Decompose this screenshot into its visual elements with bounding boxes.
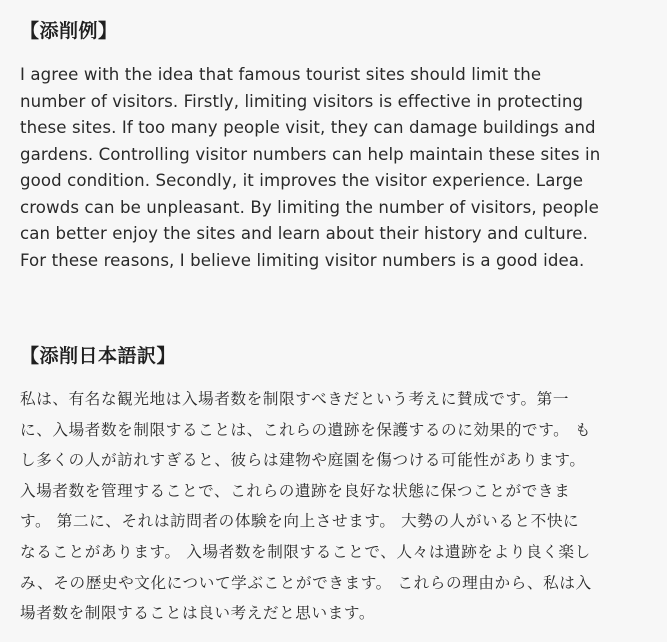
paragraph-line: number of visitors. Firstly, limiting visitors is effective in protecting <box>20 91 584 111</box>
correction-example-paragraph <box>20 62 600 274</box>
paragraph-line: 場者数を制限することは良い考えだと思います。 <box>20 604 376 623</box>
paragraph-line: に、入場者数を制限することは、これらの遺跡を保護するのに効果的です。 も <box>20 420 592 439</box>
section-heading-correction-example: 【添削例】 <box>20 20 118 42</box>
paragraph-line: I agree with the idea that famous tourist sites should limit the <box>20 65 542 84</box>
paragraph-line: can better enjoy the sites and learn about their history and culture. <box>20 224 588 243</box>
paragraph-line: good condition. Secondly, it improves the visitor experience. Large <box>20 171 584 190</box>
section-heading-japanese-translation: 【添削日本語訳】 <box>20 345 177 367</box>
paragraph-line: 私は、有名な観光地は入場者数を制限すべきだという考えに賛成です。第一 <box>20 390 570 408</box>
paragraph-line: し多くの人が訪れすぎると、彼らは建物や庭園を傷つける可能性があります。 <box>20 451 586 470</box>
paragraph-line: For these reasons, I believe limiting visitor numbers is a good idea. <box>20 250 585 270</box>
paragraph-line: なることがあります。 入場者数を制限することで、人々は遺跡をより良く楽し <box>20 542 591 561</box>
paragraph-line: 入場者数を管理することで、これらの遺跡を良好な状態に保つことができま <box>20 481 571 500</box>
paragraph-line: gardens. Controlling visitor numbers can help maintain these sites in <box>20 144 601 164</box>
paragraph-line: み、その歴史や文化について学ぶことができます。 これらの理由から、私は入 <box>20 573 592 592</box>
paragraph-line: these sites. If too many people visit, they can damage buildings and <box>20 118 596 137</box>
paragraph-line: crowds can be unpleasant. By limiting the number of visitors, people <box>20 197 599 217</box>
japanese-translation-paragraph <box>20 384 592 629</box>
paragraph-line: す。 第二に、それは訪問者の体験を向上させます。 大勢の人がいると不快に <box>20 512 580 531</box>
